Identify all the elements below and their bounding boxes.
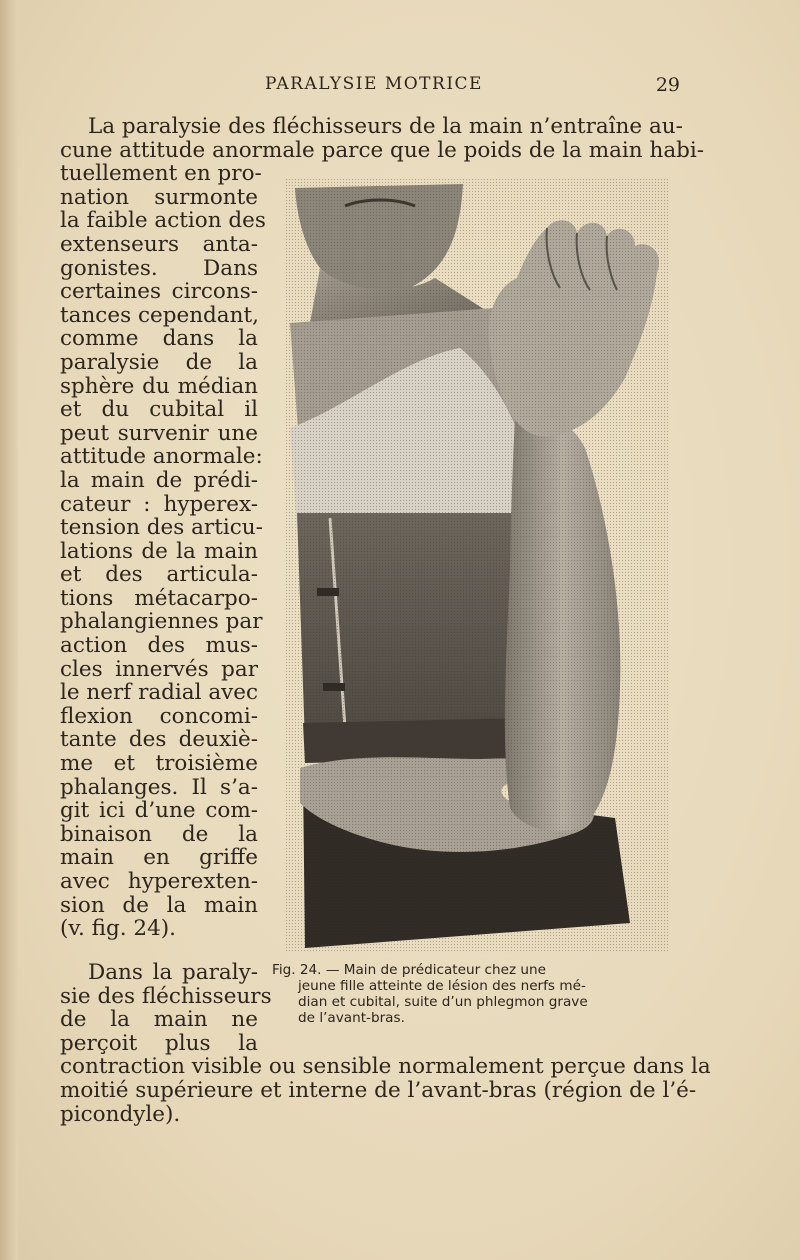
paragraph-2-full-lines (60, 1054, 711, 1127)
text-line: moitié supérieure et interne de l’avant-bras (région de l’é- (60, 1077, 697, 1103)
text-line: paralysie de la (60, 349, 258, 375)
text-line: tante des deuxiè- (60, 727, 258, 753)
caption-line: de l’avant-bras. (298, 1010, 405, 1026)
text-line: cles innervés par (60, 656, 258, 682)
text-line: comme dans la (60, 326, 258, 352)
text-line: cune attitude anormale parce que le poids de la main habi- (60, 137, 705, 163)
text-line: certaines circons- (60, 279, 258, 305)
text-line: extenseurs anta- (60, 231, 258, 257)
text-line: et des articula- (60, 562, 258, 588)
page-header (60, 74, 680, 100)
text-line: de la main ne (60, 1007, 258, 1033)
figure-photograph (285, 178, 670, 953)
text-line: binaison de la (60, 821, 258, 847)
text-line: picondyle). (60, 1101, 181, 1127)
page-gutter (0, 0, 18, 1260)
text-line: La paralysie des fléchisseurs de la main n’entraîne au- (88, 114, 683, 139)
text-line: le nerf radial avec (60, 680, 259, 706)
text-line: lations de la main (60, 538, 258, 564)
text-line: Dans la paraly- (88, 960, 258, 985)
text-line: flexion concomi- (60, 703, 258, 729)
text-line: sion de la main (60, 892, 258, 918)
text-line: attitude anormale: (60, 444, 263, 470)
figure-caption (272, 962, 674, 1026)
text-line: sie des fléchisseurs (60, 983, 272, 1009)
text-line: phalanges. Il s’a- (60, 774, 258, 800)
paragraph-2-narrow-column (60, 960, 272, 1056)
text-line: gonistes. Dans (60, 255, 258, 281)
text-line: me et troisième (60, 751, 258, 777)
text-line: tances cependant, (60, 302, 259, 328)
text-line: main en griffe (60, 845, 258, 871)
caption-line: Fig. 24. — Main de prédicateur chez une (272, 962, 547, 978)
paragraph-1-narrow-column (60, 161, 266, 942)
text-line: et du cubital il (60, 397, 258, 423)
text-line: contraction visible ou sensible normalement perçue dans la (60, 1054, 711, 1080)
caption-line: jeune fille atteinte de lésion des nerfs mé- (298, 978, 586, 994)
text-line: nation surmonte (60, 184, 258, 210)
text-line: (v. fig. 24). (60, 916, 177, 942)
text-line: cateur : hyperex- (60, 491, 258, 517)
page-number: 29 (655, 74, 680, 96)
text-line: phalangiennes par (60, 609, 263, 635)
text-line: git ici d’une com- (60, 798, 258, 824)
caption-line: dian et cubital, suite d’un phlegmon grave (298, 994, 588, 1010)
text-line: tuellement en pro- (60, 161, 262, 187)
text-line: tension des articu- (60, 515, 263, 541)
text-line: la main de prédi- (60, 467, 258, 493)
text-line: la faible action des (60, 208, 266, 234)
text-line: perçoit plus la (60, 1030, 258, 1056)
text-line: avec hyperexten- (60, 869, 258, 894)
text-line: action des mus- (60, 633, 258, 659)
running-title: PARALYSIE MOTRICE (265, 74, 483, 94)
text-line: peut survenir une (60, 420, 258, 446)
text-line: tions métacarpo- (60, 585, 258, 611)
text-line: sphère du médian (60, 373, 258, 399)
paragraph-1-full-lines (60, 114, 705, 163)
